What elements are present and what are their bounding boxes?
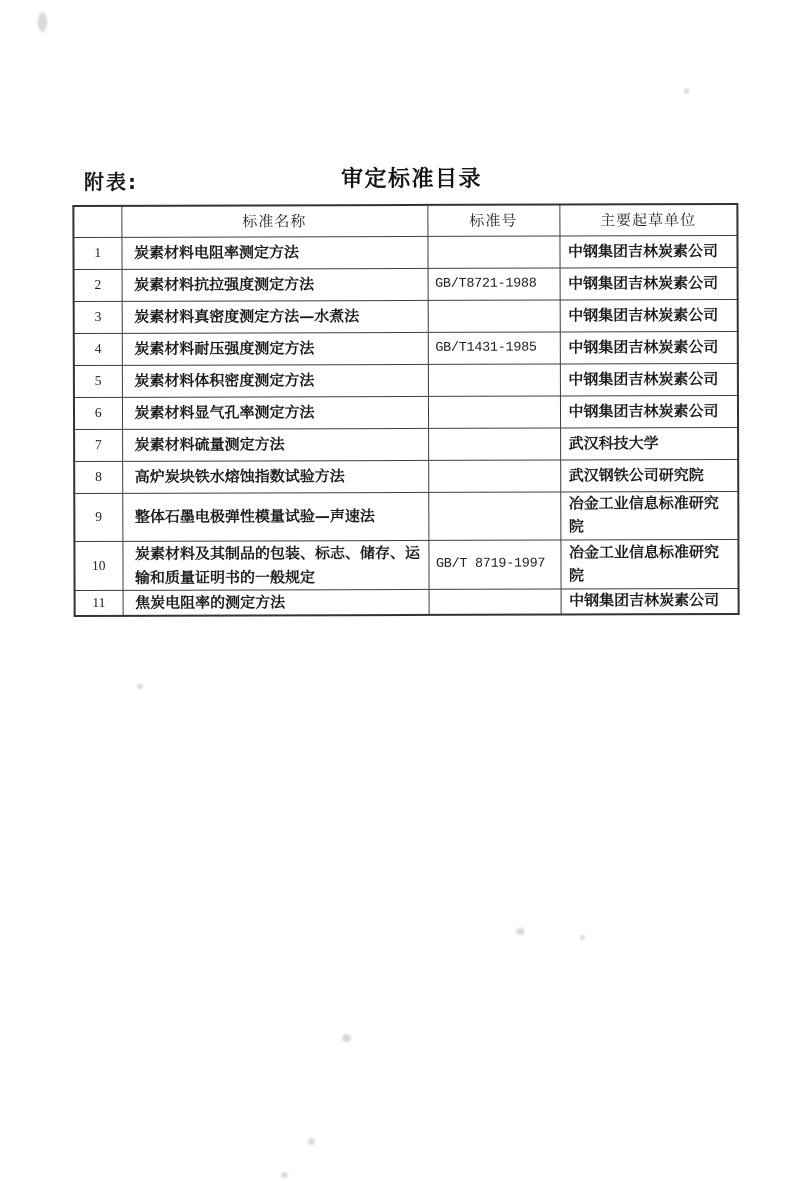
cell-name: 整体石墨电极弹性模量试验—声速法 — [122, 492, 428, 541]
standards-table — [72, 203, 739, 617]
attachment-label: 附表: — [84, 170, 138, 194]
table-row — [74, 539, 738, 590]
cell-name: 炭素材料硫量测定方法 — [122, 428, 428, 461]
cell-number — [428, 300, 560, 332]
cell-number — [428, 396, 560, 428]
cell-index: 3 — [74, 301, 122, 333]
scan-speck — [308, 1138, 315, 1145]
cell-index: 8 — [74, 461, 122, 493]
cell-number: GB/T8721-1988 — [428, 268, 560, 300]
cell-name: 焦炭电阻率的测定方法 — [123, 589, 429, 615]
cell-index: 4 — [74, 333, 122, 365]
cell-index: 1 — [73, 237, 121, 269]
cell-name: 炭素材料真密度测定方法—水煮法 — [122, 300, 428, 333]
cell-number — [428, 428, 560, 460]
cell-org: 中钢集团吉林炭素公司 — [560, 395, 738, 428]
cell-number — [428, 492, 560, 540]
cell-name: 炭素材料抗拉强度测定方法 — [122, 268, 428, 301]
cell-name: 高炉炭块铁水熔蚀指数试验方法 — [122, 460, 428, 493]
scan-speck — [281, 1172, 288, 1178]
cell-org: 武汉钢铁公司研究院 — [560, 459, 738, 492]
cell-index: 10 — [74, 541, 122, 590]
cell-number: GB/T1431-1985 — [428, 332, 560, 364]
cell-name: 炭素材料电阻率测定方法 — [121, 236, 427, 269]
cell-index: 7 — [74, 429, 122, 461]
table-row — [74, 427, 738, 461]
table-row — [74, 395, 738, 429]
cell-org: 冶金工业信息标准研究院 — [560, 491, 738, 540]
cell-number — [427, 236, 559, 268]
cell-name: 炭素材料体积密度测定方法 — [122, 364, 428, 397]
scan-speck — [580, 935, 585, 940]
column-header-index — [73, 206, 121, 237]
cell-name: 炭素材料显气孔率测定方法 — [122, 396, 428, 429]
cell-index: 5 — [74, 365, 122, 397]
cell-org: 中钢集团吉林炭素公司 — [560, 331, 738, 364]
table-row — [74, 267, 738, 301]
cell-number — [429, 589, 561, 615]
scan-speck — [342, 1034, 351, 1042]
table-row — [74, 331, 738, 365]
table-row — [74, 299, 738, 333]
cell-org: 武汉科技大学 — [560, 427, 738, 460]
column-header-name: 标准名称 — [121, 205, 427, 237]
table-row — [74, 491, 738, 541]
cell-index: 2 — [74, 269, 122, 301]
scan-speck — [137, 684, 143, 689]
cell-org: 中钢集团吉林炭素公司 — [560, 267, 738, 300]
cell-org: 中钢集团吉林炭素公司 — [560, 363, 738, 396]
cell-number — [428, 364, 560, 396]
cell-org: 中钢集团吉林炭素公司 — [560, 299, 738, 332]
page-title: 审定标准目录 — [341, 167, 483, 192]
cell-index: 11 — [75, 590, 123, 616]
cell-number — [428, 460, 560, 492]
cell-index: 9 — [74, 493, 122, 541]
table-row — [73, 235, 737, 269]
cell-name: 炭素材料及其制品的包装、标志、储存、运输和质量证明书的一般规定 — [122, 540, 428, 590]
column-header-number: 标准号 — [427, 205, 559, 236]
cell-org: 中钢集团吉林炭素公司 — [561, 588, 739, 614]
scan-speck — [38, 12, 47, 32]
cell-org: 中钢集团吉林炭素公司 — [559, 235, 737, 268]
cell-index: 6 — [74, 397, 122, 429]
table-row — [75, 588, 739, 616]
column-header-org: 主要起草单位 — [559, 204, 737, 236]
scan-speck — [516, 928, 525, 935]
cell-number: GB/T 8719-1997 — [428, 540, 560, 589]
table-row — [74, 459, 738, 493]
cell-name: 炭素材料耐压强度测定方法 — [122, 332, 428, 365]
scan-speck — [684, 88, 689, 94]
table-header-row — [73, 204, 737, 237]
cell-org: 冶金工业信息标准研究院 — [560, 539, 738, 589]
table-row — [74, 363, 738, 397]
